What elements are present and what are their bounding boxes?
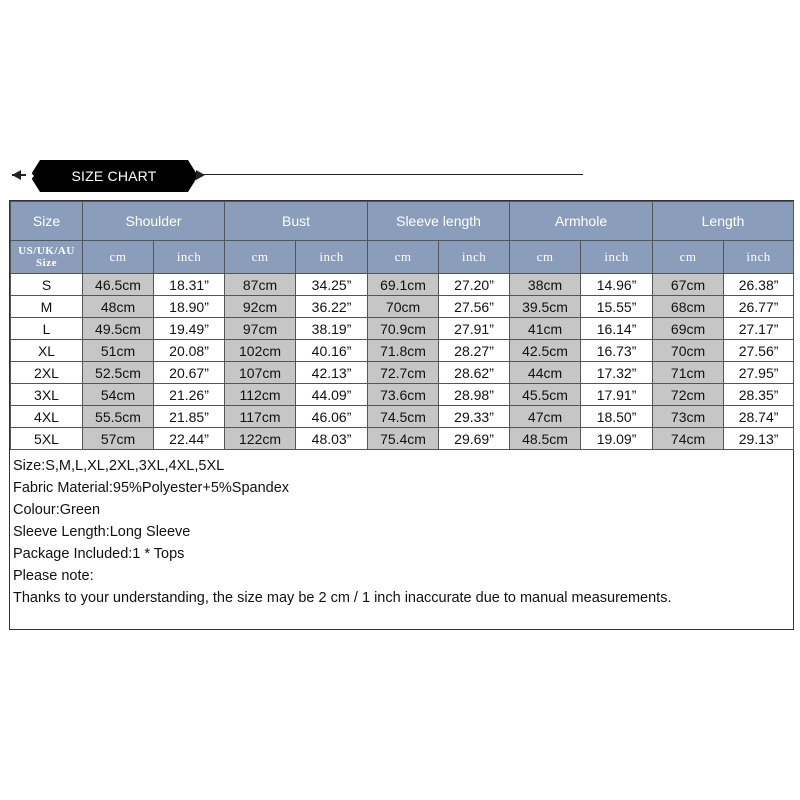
header-armhole: Armhole bbox=[510, 202, 653, 241]
table-cell: 26.77” bbox=[724, 296, 794, 318]
header-bust: Bust bbox=[225, 202, 368, 241]
table-cell: 107cm bbox=[225, 362, 296, 384]
table-cell: 47cm bbox=[510, 406, 581, 428]
table-row bbox=[11, 406, 794, 428]
table-cell: 27.91” bbox=[439, 318, 510, 340]
table-cell: 26.38” bbox=[724, 274, 794, 296]
size-label: 4XL bbox=[11, 406, 83, 428]
table-cell: 69cm bbox=[653, 318, 724, 340]
size-label: M bbox=[11, 296, 83, 318]
table-cell: 117cm bbox=[225, 406, 296, 428]
table-cell: 46.5cm bbox=[83, 274, 154, 296]
table-cell: 55.5cm bbox=[83, 406, 154, 428]
size-region-label: US/UK/AU bbox=[18, 245, 75, 257]
table-cell: 15.55” bbox=[581, 296, 653, 318]
table-cell: 70.9cm bbox=[368, 318, 439, 340]
table-cell: 38cm bbox=[510, 274, 581, 296]
size-chart-header bbox=[0, 150, 800, 200]
table-cell: 20.08” bbox=[154, 340, 225, 362]
table-cell: 69.1cm bbox=[368, 274, 439, 296]
table-cell: 73.6cm bbox=[368, 384, 439, 406]
header-shoulder: Shoulder bbox=[83, 202, 225, 241]
table-cell: 22.44” bbox=[154, 428, 225, 450]
table-cell: 70cm bbox=[653, 340, 724, 362]
size-label: XL bbox=[11, 340, 83, 362]
table-cell: 21.85” bbox=[154, 406, 225, 428]
unit-inch: inch bbox=[724, 241, 794, 274]
table-cell: 16.73” bbox=[581, 340, 653, 362]
table-cell: 17.32” bbox=[581, 362, 653, 384]
table-cell: 29.69” bbox=[439, 428, 510, 450]
table-cell: 29.33” bbox=[439, 406, 510, 428]
table-cell: 71cm bbox=[653, 362, 724, 384]
table-cell: 28.98” bbox=[439, 384, 510, 406]
table-cell: 39.5cm bbox=[510, 296, 581, 318]
table-cell: 87cm bbox=[225, 274, 296, 296]
right-arrow-decoration bbox=[196, 170, 205, 180]
unit-inch: inch bbox=[296, 241, 368, 274]
table-cell: 48.03” bbox=[296, 428, 368, 450]
note-package: Package Included:1 * Tops bbox=[13, 546, 185, 562]
table-cell: 18.90” bbox=[154, 296, 225, 318]
table-cell: 73cm bbox=[653, 406, 724, 428]
right-divider-line bbox=[203, 174, 583, 175]
table-cell: 18.50” bbox=[581, 406, 653, 428]
size-chart-panel bbox=[9, 200, 794, 630]
table-cell: 36.22” bbox=[296, 296, 368, 318]
size-label: S bbox=[11, 274, 83, 296]
table-cell: 42.5cm bbox=[510, 340, 581, 362]
table-row bbox=[11, 362, 794, 384]
note-sleeve-length: Sleeve Length:Long Sleeve bbox=[13, 524, 191, 540]
unit-inch: inch bbox=[154, 241, 225, 274]
note-colour: Colour:Green bbox=[13, 502, 101, 518]
table-cell: 14.96” bbox=[581, 274, 653, 296]
size-label: 3XL bbox=[11, 384, 83, 406]
size-table bbox=[10, 201, 794, 450]
table-cell: 72cm bbox=[653, 384, 724, 406]
unit-cm: cm bbox=[653, 241, 724, 274]
size-label: 2XL bbox=[11, 362, 83, 384]
table-cell: 20.67” bbox=[154, 362, 225, 384]
header-sleeve-length: Sleeve length bbox=[368, 202, 510, 241]
table-cell: 54cm bbox=[83, 384, 154, 406]
table-cell: 44.09” bbox=[296, 384, 368, 406]
table-cell: 38.19” bbox=[296, 318, 368, 340]
table-cell: 44cm bbox=[510, 362, 581, 384]
table-cell: 29.13” bbox=[724, 428, 794, 450]
note-sizes: Size:S,M,L,XL,2XL,3XL,4XL,5XL bbox=[13, 458, 225, 474]
table-cell: 67cm bbox=[653, 274, 724, 296]
table-cell: 52.5cm bbox=[83, 362, 154, 384]
table-cell: 71.8cm bbox=[368, 340, 439, 362]
table-cell: 42.13” bbox=[296, 362, 368, 384]
note-accuracy: Thanks to your understanding, the size may be 2 cm / 1 inch inaccurate due to manual measurements. bbox=[13, 590, 672, 606]
table-cell: 19.49” bbox=[154, 318, 225, 340]
table-cell: 28.27” bbox=[439, 340, 510, 362]
size-label: L bbox=[11, 318, 83, 340]
product-notes bbox=[13, 455, 783, 609]
table-cell: 74cm bbox=[653, 428, 724, 450]
table-cell: 21.26” bbox=[154, 384, 225, 406]
size-region-sublabel: Size bbox=[36, 257, 57, 269]
table-cell: 102cm bbox=[225, 340, 296, 362]
table-cell: 68cm bbox=[653, 296, 724, 318]
size-table-body bbox=[11, 274, 794, 450]
table-cell: 41cm bbox=[510, 318, 581, 340]
table-cell: 97cm bbox=[225, 318, 296, 340]
table-cell: 34.25” bbox=[296, 274, 368, 296]
table-cell: 17.91” bbox=[581, 384, 653, 406]
table-cell: 19.09” bbox=[581, 428, 653, 450]
header-length: Length bbox=[653, 202, 794, 241]
table-row bbox=[11, 296, 794, 318]
table-cell: 92cm bbox=[225, 296, 296, 318]
table-cell: 48cm bbox=[83, 296, 154, 318]
size-chart-banner bbox=[40, 160, 188, 192]
table-cell: 28.35” bbox=[724, 384, 794, 406]
table-cell: 46.06” bbox=[296, 406, 368, 428]
table-cell: 27.56” bbox=[724, 340, 794, 362]
table-row bbox=[11, 318, 794, 340]
table-cell: 122cm bbox=[225, 428, 296, 450]
table-cell: 40.16” bbox=[296, 340, 368, 362]
table-cell: 74.5cm bbox=[368, 406, 439, 428]
size-label: 5XL bbox=[11, 428, 83, 450]
table-cell: 75.4cm bbox=[368, 428, 439, 450]
unit-cm: cm bbox=[83, 241, 154, 274]
unit-cm: cm bbox=[368, 241, 439, 274]
table-cell: 18.31” bbox=[154, 274, 225, 296]
table-cell: 27.20” bbox=[439, 274, 510, 296]
note-please-note: Please note: bbox=[13, 568, 94, 584]
unit-inch: inch bbox=[581, 241, 653, 274]
unit-cm: cm bbox=[225, 241, 296, 274]
table-cell: 70cm bbox=[368, 296, 439, 318]
header-size-region bbox=[11, 241, 83, 274]
note-fabric: Fabric Material:95%Polyester+5%Spandex bbox=[13, 480, 290, 496]
table-cell: 48.5cm bbox=[510, 428, 581, 450]
table-cell: 27.56” bbox=[439, 296, 510, 318]
table-cell: 28.62” bbox=[439, 362, 510, 384]
unit-cm: cm bbox=[510, 241, 581, 274]
table-cell: 51cm bbox=[83, 340, 154, 362]
table-cell: 27.95” bbox=[724, 362, 794, 384]
table-cell: 45.5cm bbox=[510, 384, 581, 406]
header-size: Size bbox=[11, 202, 83, 241]
table-row bbox=[11, 340, 794, 362]
table-row bbox=[11, 428, 794, 450]
table-cell: 57cm bbox=[83, 428, 154, 450]
table-cell: 112cm bbox=[225, 384, 296, 406]
unit-inch: inch bbox=[439, 241, 510, 274]
banner-title: SIZE CHART bbox=[71, 168, 157, 184]
table-cell: 72.7cm bbox=[368, 362, 439, 384]
table-row bbox=[11, 384, 794, 406]
table-row bbox=[11, 274, 794, 296]
table-cell: 27.17” bbox=[724, 318, 794, 340]
table-cell: 16.14” bbox=[581, 318, 653, 340]
table-cell: 49.5cm bbox=[83, 318, 154, 340]
table-cell: 28.74” bbox=[724, 406, 794, 428]
